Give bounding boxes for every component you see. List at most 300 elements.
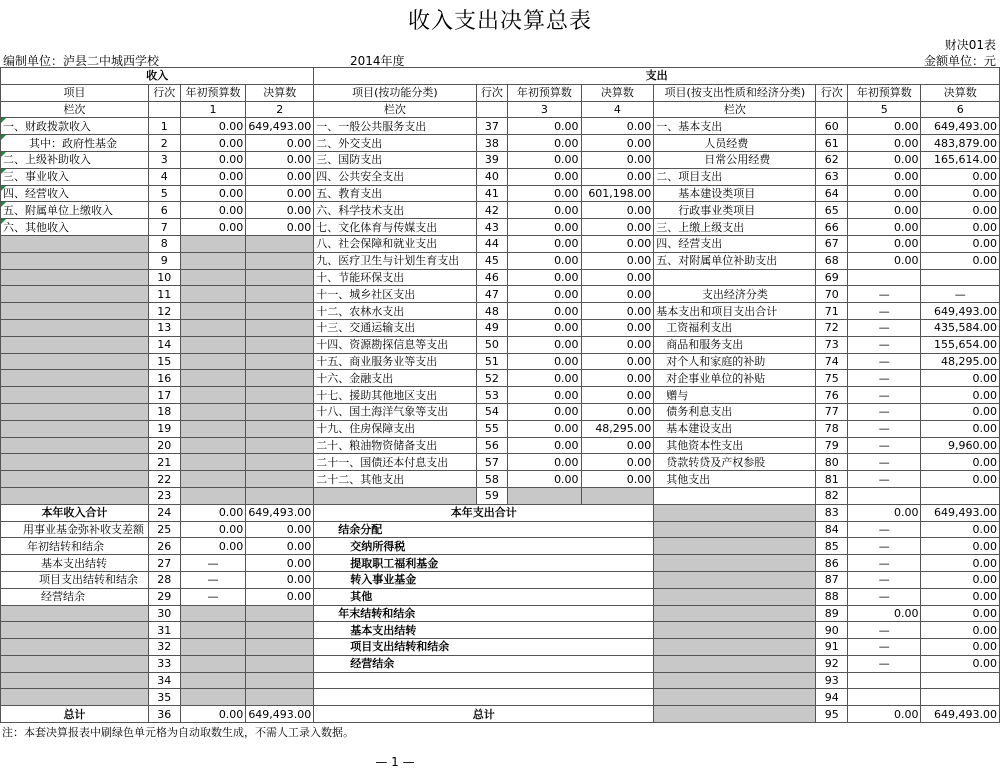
economic-item: 四、经营支出 [654,235,816,252]
table-row [1,655,1000,672]
final-value [246,269,314,286]
budget-value: 0.00 [848,219,921,236]
budget-value: 0.00 [848,118,921,135]
final-value: 0.00 [921,571,1000,588]
row-number: 94 [816,689,848,706]
final-value: 0.00 [581,135,654,152]
budget-value: 0.00 [848,202,921,219]
economic-blank [654,504,816,521]
budget-value [180,252,246,269]
carryover-item: 提取职工福利基金 [314,555,654,572]
function-item: 十八、国土海洋气象等支出 [314,403,476,420]
budget-value: 0.00 [508,235,581,252]
budget-value: — [848,437,921,454]
income-item [1,252,149,269]
final-value [246,689,314,706]
budget-value: — [848,319,921,336]
economic-item: 赠与 [654,387,816,404]
row-number: 4 [148,168,180,185]
income-item [1,235,149,252]
final-value [246,655,314,672]
table-row [1,555,1000,572]
row-number: 90 [816,622,848,639]
row-number: 72 [816,319,848,336]
row-number: 71 [816,303,848,320]
row-number: 82 [816,487,848,504]
economic-blank [654,639,816,656]
table-row [1,286,1000,303]
row-number: 73 [816,336,848,353]
final-value: 48,295.00 [921,353,1000,370]
final-value: 0.00 [581,370,654,387]
row-number: 78 [816,420,848,437]
row-number: 95 [816,706,848,723]
row-number: 51 [476,353,508,370]
income-item [1,370,149,387]
income-item: 用事业基金弥补收支差额 [1,521,149,538]
income-item: 经营结余 [1,588,149,605]
lanci-label: 栏次 [314,101,476,118]
economic-item: 债务利息支出 [654,403,816,420]
final-value [246,336,314,353]
budget-value [848,672,921,689]
carryover-item: 项目支出结转和结余 [314,639,654,656]
lanci-label: 栏次 [654,101,816,118]
budget-value [180,286,246,303]
final-value: 0.00 [921,639,1000,656]
budget-value: — [848,655,921,672]
budget-value: — [848,555,921,572]
col-item-func: 项目(按功能分类) [314,84,476,101]
column-index-row [1,101,1000,118]
row-number: 61 [816,135,848,152]
final-value [246,303,314,320]
final-value: 0.00 [246,168,314,185]
final-value: 0.00 [581,437,654,454]
row-number: 62 [816,151,848,168]
final-value: 0.00 [921,420,1000,437]
report-year: 2014年度 [350,54,405,68]
row-number: 28 [148,571,180,588]
budget-value: 0.00 [508,471,581,488]
budget-value: — [848,403,921,420]
table-row [1,219,1000,236]
row-number: 38 [476,135,508,152]
income-item [1,622,149,639]
budget-value: 0.00 [180,202,246,219]
carryover-item: 结余分配 [314,521,654,538]
unit-label: 编制单位：泸县二中城西学校 [3,54,160,68]
row-number: 79 [816,437,848,454]
row-number: 55 [476,420,508,437]
lanci-blank [816,101,848,118]
final-value: 0.00 [581,202,654,219]
economic-blank [654,588,816,605]
budget-value: 0.00 [508,286,581,303]
final-value: 0.00 [246,521,314,538]
final-value: 0.00 [921,555,1000,572]
final-value [246,471,314,488]
income-item: 其中：政府性基金 [1,135,149,152]
row-number: 53 [476,387,508,404]
income-item: 年初结转和结余 [1,538,149,555]
carryover-item: 转入事业基金 [314,571,654,588]
row-number: 84 [816,521,848,538]
row-number: 23 [148,487,180,504]
table-row [1,689,1000,706]
row-number: 87 [816,571,848,588]
col-item-econ: 项目(按支出性质和经济分类) [654,84,816,101]
row-number: 35 [148,689,180,706]
row-number: 64 [816,185,848,202]
table-row [1,235,1000,252]
table-row [1,151,1000,168]
budget-value [848,487,921,504]
col-index-6: 6 [921,101,1000,118]
table-row [1,487,1000,504]
row-number: 15 [148,353,180,370]
row-number: 34 [148,672,180,689]
economic-item: 其他支出 [654,471,816,488]
row-number: 86 [816,555,848,572]
final-value: 435,584.00 [921,319,1000,336]
row-number: 47 [476,286,508,303]
budget-value: 0.00 [508,454,581,471]
row-number: 36 [148,706,180,723]
form-code: 财决01表 [944,38,996,52]
budget-value: 0.00 [848,168,921,185]
function-item: 四、公共安全支出 [314,168,476,185]
row-number: 42 [476,202,508,219]
budget-value [180,622,246,639]
row-number: 12 [148,303,180,320]
income-item [1,420,149,437]
budget-value [180,454,246,471]
row-number: 83 [816,504,848,521]
table-row [1,605,1000,622]
budget-value: — [848,353,921,370]
final-value: 649,493.00 [246,504,314,521]
final-value: 0.00 [921,588,1000,605]
row-number: 69 [816,269,848,286]
income-item [1,437,149,454]
final-value [246,370,314,387]
budget-value: 0.00 [508,185,581,202]
row-number: 43 [476,219,508,236]
final-value: 0.00 [581,252,654,269]
income-expense-table [0,67,1000,723]
function-item: 十二、农林水支出 [314,303,476,320]
row-number: 93 [816,672,848,689]
budget-value: 0.00 [508,353,581,370]
final-value [921,689,1000,706]
budget-value: — [180,588,246,605]
income-item [1,672,149,689]
final-value: 165,614.00 [921,151,1000,168]
function-item: 十四、资源勘探信息等支出 [314,336,476,353]
final-value: 0.00 [921,538,1000,555]
function-item: 十七、援助其他地区支出 [314,387,476,404]
final-value: 0.00 [581,403,654,420]
function-item: 二十二、其他支出 [314,471,476,488]
expense-section-header: 支出 [314,68,1000,85]
table-row [1,353,1000,370]
row-number: 17 [148,387,180,404]
economic-item: 二、项目支出 [654,168,816,185]
final-value: 0.00 [921,521,1000,538]
budget-value [180,336,246,353]
currency-unit: 金额单位：元 [923,54,996,68]
final-value: 0.00 [246,185,314,202]
row-number: 3 [148,151,180,168]
row-number: 30 [148,605,180,622]
income-item: 五、附属单位上缴收入 [1,202,149,219]
budget-value: 0.00 [508,387,581,404]
final-value: 649,493.00 [921,118,1000,135]
table-row [1,622,1000,639]
income-item: 一、财政拨款收入 [1,118,149,135]
row-number: 50 [476,336,508,353]
page-number: — 1 — [375,755,415,769]
final-value: 0.00 [921,655,1000,672]
final-value [921,487,1000,504]
function-item: 八、社会保障和就业支出 [314,235,476,252]
final-value: 649,493.00 [921,504,1000,521]
final-value [246,420,314,437]
row-number: 88 [816,588,848,605]
budget-value: 0.00 [848,706,921,723]
row-number: 76 [816,387,848,404]
economic-item: 日常公用经费 [654,151,816,168]
final-value: 649,493.00 [921,706,1000,723]
economic-blank [654,605,816,622]
budget-value [848,689,921,706]
year-expense-total-label: 本年支出合计 [314,504,654,521]
budget-value: 0.00 [508,202,581,219]
row-number: 56 [476,437,508,454]
budget-value [180,269,246,286]
final-value: 0.00 [581,319,654,336]
income-item [1,605,149,622]
carryover-item: 年末结转和结余 [314,605,654,622]
budget-value: 0.00 [180,185,246,202]
row-number: 10 [148,269,180,286]
final-value: 0.00 [581,303,654,320]
col-index-4: 4 [581,101,654,118]
final-value: 0.00 [921,387,1000,404]
lanci-blank [476,101,508,118]
row-number: 74 [816,353,848,370]
budget-value: 0.00 [180,118,246,135]
economic-item: 一、基本支出 [654,118,816,135]
economic-blank [654,655,816,672]
income-item: 六、其他收入 [1,219,149,236]
col-final: 决算数 [921,84,1000,101]
final-value [246,454,314,471]
function-item: 三、国防支出 [314,151,476,168]
budget-value [180,403,246,420]
final-value [246,387,314,404]
table-row [1,504,1000,521]
col-budget: 年初预算数 [508,84,581,101]
final-value: 0.00 [246,219,314,236]
final-value: 0.00 [581,454,654,471]
final-value [246,605,314,622]
final-value: — [921,286,1000,303]
carryover-item: 经营结余 [314,655,654,672]
budget-value: 0.00 [180,504,246,521]
table-row [1,639,1000,656]
table-row [1,588,1000,605]
carryover-item: 其他 [314,588,654,605]
row-number: 41 [476,185,508,202]
table-row [1,303,1000,320]
final-value: 0.00 [246,588,314,605]
budget-value: 0.00 [180,219,246,236]
function-item: 十一、城乡社区支出 [314,286,476,303]
row-number: 7 [148,219,180,236]
row-number: 68 [816,252,848,269]
budget-value: 0.00 [508,252,581,269]
budget-value: — [848,454,921,471]
function-item: 六、科学技术支出 [314,202,476,219]
final-value: 155,654.00 [921,336,1000,353]
budget-value: 0.00 [508,437,581,454]
col-index-3: 3 [508,101,581,118]
row-number: 85 [816,538,848,555]
income-item [1,269,149,286]
row-number: 18 [148,403,180,420]
economic-item: 基本建设类项目 [654,185,816,202]
row-number: 75 [816,370,848,387]
final-value [246,403,314,420]
row-number: 32 [148,639,180,656]
function-item: 七、文化体育与传媒支出 [314,219,476,236]
budget-value: 0.00 [508,370,581,387]
function-item: 十九、住房保障支出 [314,420,476,437]
final-value: 0.00 [581,168,654,185]
row-number: 91 [816,639,848,656]
final-value [246,437,314,454]
final-value: 649,493.00 [921,303,1000,320]
final-value: 0.00 [921,370,1000,387]
function-item: 十六、金融支出 [314,370,476,387]
budget-value: 0.00 [180,706,246,723]
economic-blank [654,622,816,639]
budget-value: — [848,521,921,538]
budget-value: — [848,303,921,320]
row-number: 5 [148,185,180,202]
budget-value [180,487,246,504]
income-section-header: 收入 [1,68,314,85]
final-value [246,622,314,639]
budget-value: 0.00 [508,403,581,420]
income-item: 基本支出结转 [1,555,149,572]
col-final: 决算数 [581,84,654,101]
row-number: 44 [476,235,508,252]
col-index-5: 5 [848,101,921,118]
table-row [1,437,1000,454]
final-value: 0.00 [581,151,654,168]
final-value: 601,198.00 [581,185,654,202]
budget-value: — [848,639,921,656]
final-value: 0.00 [246,571,314,588]
final-value [921,672,1000,689]
budget-value: 0.00 [180,521,246,538]
row-number: 59 [476,487,508,504]
final-value: 0.00 [581,118,654,135]
table-row [1,370,1000,387]
final-value [246,319,314,336]
grand-total-label: 总计 [314,706,654,723]
income-item: 二、上级补助收入 [1,151,149,168]
income-item [1,353,149,370]
row-number: 89 [816,605,848,622]
final-value: 0.00 [581,471,654,488]
row-number: 45 [476,252,508,269]
final-value: 0.00 [581,353,654,370]
final-value [246,286,314,303]
final-value: 0.00 [921,622,1000,639]
final-value: 0.00 [921,185,1000,202]
income-item [1,689,149,706]
economic-item [654,269,816,286]
budget-value [848,269,921,286]
final-value: 0.00 [246,202,314,219]
row-number: 16 [148,370,180,387]
final-value: 0.00 [581,235,654,252]
row-number: 65 [816,202,848,219]
economic-item: 贷款转贷及产权参股 [654,454,816,471]
row-number: 48 [476,303,508,320]
economic-item: 对企事业单位的补贴 [654,370,816,387]
budget-value: — [180,555,246,572]
final-value [921,269,1000,286]
final-value: 0.00 [921,605,1000,622]
function-item: 二、外交支出 [314,135,476,152]
footnote: 注：本套决算报表中刷绿色单元格为自动取数生成，不需人工录入数据。 [2,726,354,739]
table-row [1,269,1000,286]
row-number: 9 [148,252,180,269]
row-number: 63 [816,168,848,185]
col-row: 行次 [816,84,848,101]
income-item [1,655,149,672]
budget-value [180,370,246,387]
budget-value [180,689,246,706]
income-item: 项目支出结转和结余 [1,571,149,588]
table-row [1,471,1000,488]
row-number: 57 [476,454,508,471]
economic-blank [654,689,816,706]
economic-item: 基本建设支出 [654,420,816,437]
table-row [1,252,1000,269]
final-value: 0.00 [581,269,654,286]
section-header-row [1,68,1000,85]
table-row [1,319,1000,336]
budget-value: — [848,387,921,404]
final-value [246,639,314,656]
col-final: 决算数 [246,84,314,101]
income-item [1,487,149,504]
col-index-1: 1 [180,101,246,118]
row-number: 60 [816,118,848,135]
budget-value [180,420,246,437]
row-number: 46 [476,269,508,286]
row-number: 33 [148,655,180,672]
carryover-item: 基本支出结转 [314,622,654,639]
budget-value: — [848,370,921,387]
row-number: 31 [148,622,180,639]
